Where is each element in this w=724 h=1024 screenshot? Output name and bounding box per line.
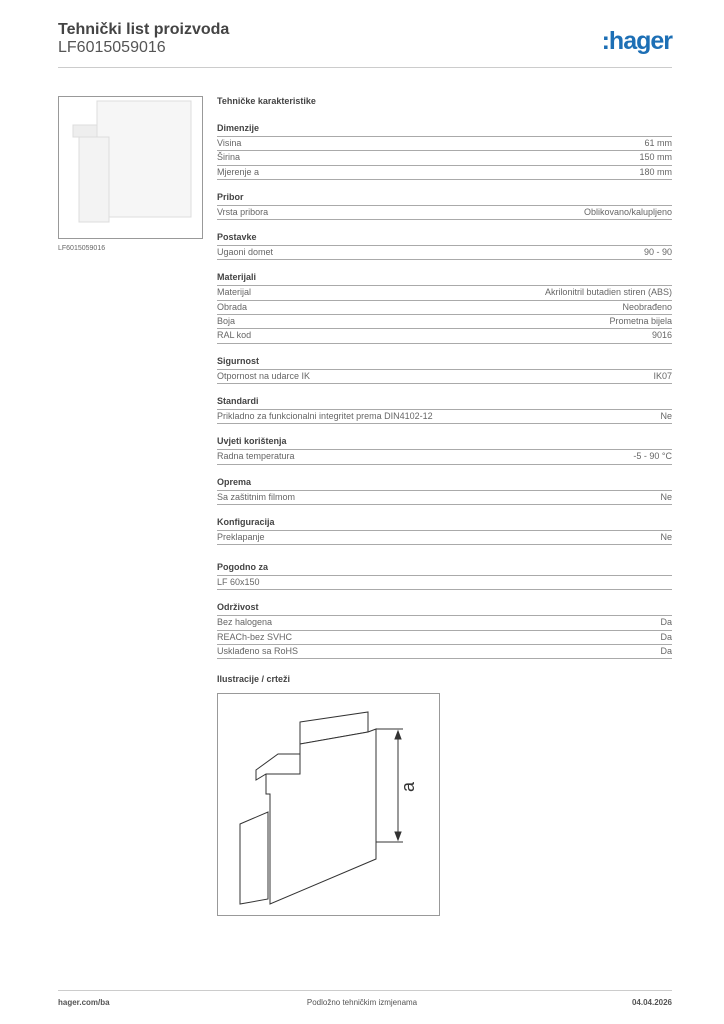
section-heading: Postavke <box>217 230 672 246</box>
header-divider <box>58 67 672 68</box>
spec-row <box>217 531 672 545</box>
spec-value: Ne <box>660 410 672 421</box>
spec-label: RAL kod <box>217 330 252 341</box>
spec-row <box>217 616 672 630</box>
footer-website[interactable]: hager.com/ba <box>58 998 110 1007</box>
section-heading: Pribor <box>217 190 672 206</box>
spec-value: Da <box>660 617 672 628</box>
spec-section <box>217 230 672 260</box>
spec-value: IK07 <box>653 370 672 381</box>
section-heading: Održivost <box>217 600 672 616</box>
spec-label: Mjerenje a <box>217 166 260 177</box>
technical-drawing <box>217 693 440 916</box>
section-heading: Standardi <box>217 394 672 410</box>
spec-label: Preklapanje <box>217 531 265 542</box>
spec-value: Da <box>660 646 672 657</box>
spec-label: Usklađeno sa RoHS <box>217 646 299 657</box>
section-heading: Oprema <box>217 475 672 491</box>
spec-label: Ugaoni domet <box>217 247 274 258</box>
section-heading: Uvjeti korištenja <box>217 434 672 450</box>
spec-label: Obrada <box>217 301 248 312</box>
product-code: LF6015059016 <box>58 39 166 56</box>
spec-label: Materijal <box>217 287 252 298</box>
spec-row <box>217 491 672 505</box>
spec-value: 61 mm <box>644 138 672 148</box>
spec-label: Širina <box>217 152 241 163</box>
spec-row <box>217 151 672 165</box>
spec-label: Otpornost na udarce IK <box>217 370 311 381</box>
footer-disclaimer: Podložno tehničkim izmjenama <box>306 998 418 1007</box>
spec-row <box>217 166 672 180</box>
spec-label: Boja <box>217 316 236 327</box>
spec-section <box>217 354 672 384</box>
spec-section <box>217 475 672 505</box>
spec-section <box>217 121 672 180</box>
section-heading: Materijali <box>217 270 672 286</box>
spec-row <box>217 315 672 329</box>
spec-row <box>217 206 672 220</box>
spec-label: Vrsta pribora <box>217 206 269 217</box>
spec-row <box>217 450 672 464</box>
spec-value: Prometna bijela <box>609 316 672 327</box>
spec-row <box>217 410 672 424</box>
spec-section <box>217 515 672 545</box>
spec-value: Oblikovano/kalupljeno <box>583 206 672 217</box>
spec-label: Bez halogena <box>217 617 273 628</box>
spec-section <box>217 434 672 464</box>
spec-row <box>217 286 672 300</box>
dimension-a-label: a <box>398 781 418 792</box>
spec-row <box>217 137 672 151</box>
spec-label: LF 60x150 <box>217 577 260 588</box>
spec-value: Neobrađeno <box>622 301 672 312</box>
spec-section <box>217 394 672 424</box>
spec-label: Sa zaštitnim filmom <box>217 491 296 502</box>
spec-label: Visina <box>217 138 242 148</box>
spec-value: Ne <box>660 491 672 502</box>
section-heading: Sigurnost <box>217 354 672 370</box>
footer-date: 04.04.2026 <box>631 998 672 1007</box>
spec-value: Ne <box>660 531 672 542</box>
spec-label: Prikladno za funkcionalni integritet prema DIN4102-12 <box>217 410 433 421</box>
section-heading: Pogodno za <box>217 560 672 576</box>
hager-logo: :hager <box>601 27 672 55</box>
spec-row <box>217 576 672 590</box>
spec-value: Da <box>660 631 672 642</box>
spec-section <box>217 270 672 343</box>
spec-label: REACh-bez SVHC <box>217 631 293 642</box>
spec-label: Radna temperatura <box>217 451 295 462</box>
spec-value: 90 - 90 <box>643 247 672 258</box>
spec-section <box>217 600 672 659</box>
specifications-title: Tehničke karakteristike <box>217 96 316 106</box>
document-title: Tehnički list proizvoda <box>58 21 230 38</box>
spec-section <box>217 190 672 220</box>
product-image <box>58 96 203 239</box>
spec-row <box>217 301 672 315</box>
spec-row <box>217 631 672 645</box>
footer-divider <box>58 990 672 991</box>
spec-value: 180 mm <box>639 166 672 177</box>
spec-row <box>217 370 672 384</box>
spec-value: 9016 <box>651 330 672 341</box>
spec-row <box>217 246 672 260</box>
section-heading: Dimenzije <box>217 121 672 137</box>
spec-value: 150 mm <box>639 152 672 163</box>
spec-row <box>217 329 672 343</box>
spec-value: -5 - 90 °C <box>633 451 672 462</box>
product-image-caption: LF6015059016 <box>58 245 106 252</box>
section-heading: Konfiguracija <box>217 515 672 531</box>
specifications <box>217 96 672 669</box>
spec-row <box>217 645 672 659</box>
spec-value: Akrilonitril butadien stiren (ABS) <box>544 287 672 298</box>
spec-section <box>217 560 672 590</box>
illustrations-title: Ilustracije / crteži <box>217 674 291 684</box>
